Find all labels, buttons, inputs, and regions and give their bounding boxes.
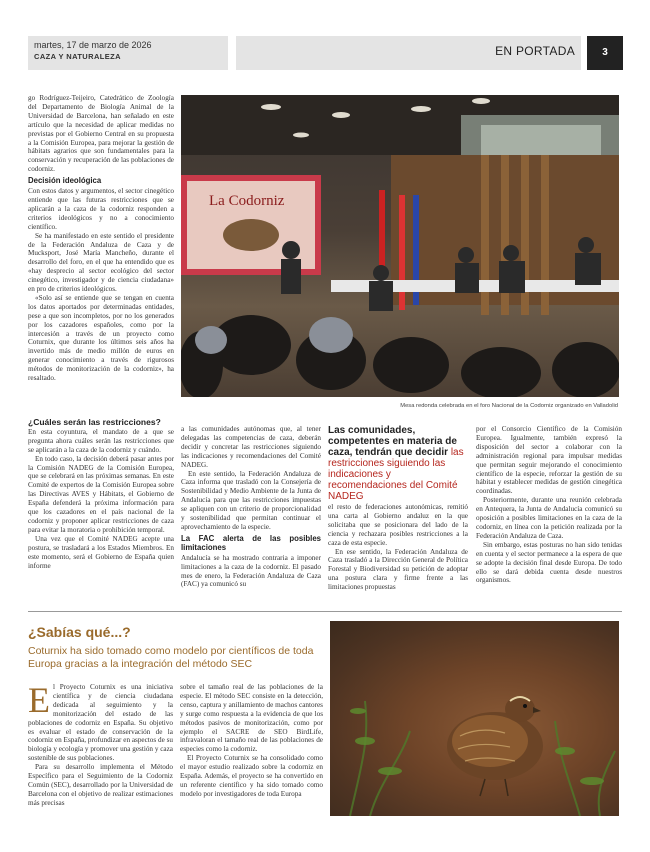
paragraph: sobre el tamaño real de las poblaciones de la especie. El método SEC consiste en la detección, censo, captura y anillamiento de machos cantores y surge como respuesta a la evidencia de que los métodos pasivos de monitorización, como por ejemplo el SACRE de SEO BirdLife, infravaloran el tamaño real de las poblaciones de especies como la codorniz.: [180, 683, 323, 754]
quail-illustration: [330, 621, 619, 816]
sidebar-title: ¿Sabías qué...?: [28, 624, 131, 640]
paragraph: a las comunidades autónomas que, al tener delegadas las competencias de caza, deberán decidir y concretar las restricciones siguiendo las indicaciones y recomendaciones del Comité NADEG.: [181, 425, 321, 469]
subheading: La FAC alerta de las posibles limitaciones: [181, 533, 321, 552]
paragraph: «Solo así se entiende que se tengan en cuenta los datos aportados por determinadas entidades, pese a que son incompletos, por no los generados por los cazadores españoles, como por la intercesión a través de un proyecto como Coturnix, que durante los últimos seis años ha invertido más de medio millón de euros en generar conocimiento a través de rigurosos métodos de monitorización de la codorniz», ha resaltado.: [28, 293, 174, 383]
event-photo: [181, 95, 619, 397]
paragraph: go Rodríguez-Teijeiro, Catedrático de Zoología del Departamento de Biología Animal de la Universidad de Barcelona, han señalado en este artículo que la necesidad de aplicar medidas no previstas por el Gobierno Central en su propuesta a la Comisión Europea, para mejorar la gestión de hábitats agrarios que son fundamentales para la conservación y recuperación de las poblaciones de codorniz.: [28, 94, 174, 174]
pull-quote: [328, 425, 468, 502]
paragraph: Con estos datos y argumentos, el sector cinegético entiende que las futuras restricciones que se aplicarán a la caza de la codorniz responden a criterios ideológicos y no a conocimiento científico.: [28, 187, 174, 231]
article-column-1: [28, 94, 174, 383]
quail-photo: [330, 621, 619, 816]
sidebar-column-1: [28, 680, 173, 808]
article-column-4: [476, 425, 622, 585]
drop-cap: E: [28, 680, 50, 720]
article-column-2: [181, 425, 321, 589]
paragraph: En todo caso, la decisión deberá pasar antes por la Comisión NADEG de la Comisión Europea, que se celebrará en las próximas semanas. En este Comité de expertos de la Comisión Europea sobre las Directivas AVES y Hábitats, el Gobierno de España defenderá la próxima información para que los cazadores en el país nacional de la codorniz y proponer aplicar restricciones de caza para evitar la moratoria o prohibición temporal.: [28, 454, 174, 534]
section-title: EN PORTADA: [495, 44, 575, 58]
paragraph: Se ha manifestado en este sentido el presidente de la Federación Andaluza de Caza y de Mucksport, José María Mancheño, durante el desarrollo del foro, en el que ha entendido que es «hay desprecio al sector ecológico del sector cinegético, investigador y de ciencia ciudadana» en pro de criterios ideológicos.: [28, 231, 174, 294]
paragraph: El Proyecto Coturnix se ha consolidado como el mayor estudio realizado sobre la codorniz en España. Además, el proyecto se ha convertido en un referente científico y ha sido tomado como modelo por investigadores de toda Europa: [180, 754, 323, 798]
header-section: CAZA Y NATURALEZA: [34, 52, 121, 61]
paragraph: En esta coyuntura, el mandato de a que se pregunta ahora cuáles serán las restricciones que se aplicarán a la caza de la codorniz y cuándo.: [28, 427, 174, 454]
screen-title: La Codorniz: [209, 193, 285, 209]
pull-quote-rest: las restricciones siguiendo las indicaciones y recomendaciones del Comité NADEG: [328, 447, 464, 502]
subheading: ¿Cuáles serán las restricciones?: [28, 417, 161, 427]
paragraph: por el Consorcio Científico de la Comisión Europea. Igualmente, también expresó la disposición del sector a colaborar con la administración regional para impulsar medidas que permitan seguir mejorando el conocimiento científico de la especie, reforzar la gestión de su hábitat y establecer medidas de gestión cinegética coordinadas.: [476, 425, 622, 496]
article-column-1-bottom: [28, 418, 174, 570]
article-column-3: [328, 503, 468, 592]
photo-caption: Mesa redonda celebrada en el foro Nacional de la Codorniz organizado en Valladolid: [400, 403, 618, 409]
paragraph: Sin embargo, estas posturas no han sido tenidas en cuenta y el sector permanece a la espera de que se adopte la decisión final desde Europa. De todo ello se dará debida cuenta desde nuestros organismos.: [476, 540, 622, 585]
header-date: martes, 17 de marzo de 2026: [34, 40, 152, 50]
paragraph: el resto de federaciones autonómicas, remitió una carta al Gobierno andaluz en la que solicitaba que se posicionara del lado de la ciencia y rechazara posibles restricciones a la caza de esta especie.: [328, 503, 468, 547]
paragraph: Posteriormente, durante una reunión celebrada en Antequera, la Junta de Andalucía comunicó su oposición a posibles limitaciones en la caza de la codorniz, en línea con la petición realizada por la Federación Andaluza de Caza.: [476, 496, 622, 540]
paragraph: Para su desarrollo implementa el Método Específico para el Seguimiento de la Codorniz Común (SEC), desarrollado por la Universidad de Barcelona con el objetivo de realizar estimaciones más precisas: [28, 763, 173, 807]
section-divider: [28, 611, 622, 612]
sidebar-subtitle: Coturnix ha sido tomado como modelo por científicos de toda Europa gracias a la integración del método SEC: [28, 645, 314, 670]
page-number: 3: [587, 36, 623, 70]
paragraph: Una vez que el Comité NADEG acepte una postura, se trasladará a los Estados Miembros. En este momento, será el Gobierno de España quien informe: [28, 534, 174, 570]
event-photo-illustration: [181, 95, 619, 397]
sidebar-column-2: [180, 683, 323, 799]
paragraph: En ese sentido, la Federación Andaluza de Caza trasladó a la Dirección General de Política Forestal y Biodiversidad su petición de adoptar una postura clara y firme frente a las limitaciones propuestas: [328, 547, 468, 592]
subheading: Decisión ideológica: [28, 176, 102, 186]
pull-quote-lead: Las comunidades, competentes en materia de caza, tendrán que decidir: [328, 425, 457, 458]
paragraph: En este sentido, la Federación Andaluza de Caza informa que trasladó con la Consejería de Sostenibilidad y Medio Ambiente de la Junta de Andalucía para que las restricciones impuestas se apliquen con un criterio de proporcionalidad y sostenibilidad que permitan continuar el aprovechamiento de la especie.: [181, 469, 321, 531]
paragraph: l Proyecto Coturnix es una iniciativa científica y de ciencia ciudadana dedicada al seguimiento y la monitorización del estado de las poblaciones de codorniz en España. Su objetivo es evaluar el estado de conservación de la codorniz en España, profundizar en aspectos de su biología y ecología y promover una gestión y caza sostenible de sus poblaciones.: [28, 683, 173, 763]
paragraph: Andalucía se ha mostrado contraria a imponer limitaciones a la caza de la codorniz. El pasado mes de enero, la Federación Andaluza de Caza (FAC) ya comunicó su: [181, 553, 321, 589]
